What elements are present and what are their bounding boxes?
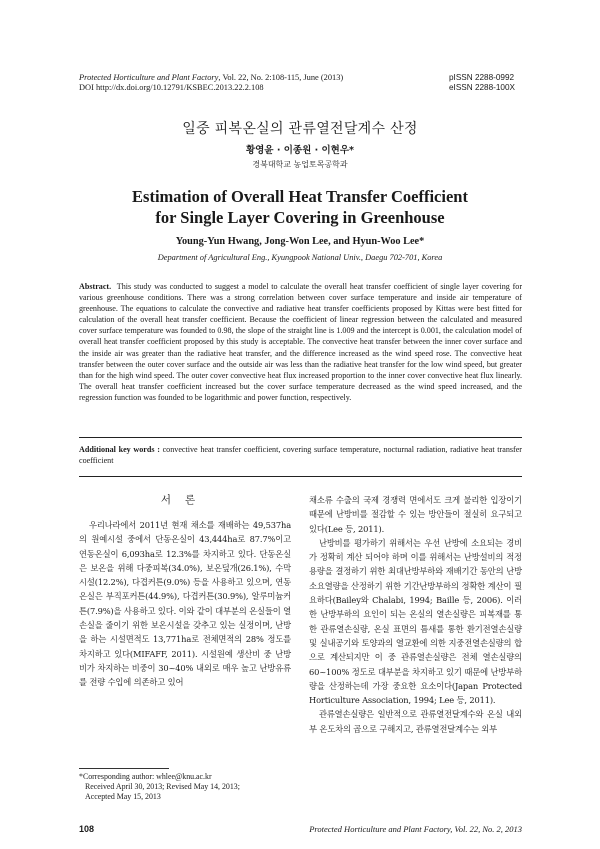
english-affiliation: Department of Agricultural Eng., Kyungpook National Univ., Daegu 702-701, Korea [157,253,443,262]
korean-affiliation: 경북대학교 농업토목공학과 [252,160,348,169]
footnote-received: Received April 30, 2013; Revised May 14, 2013; [85,782,240,791]
right-column [309,493,522,736]
footnote-accepted: Accepted May 15, 2013 [85,792,161,801]
intro-paragraph-1: 우리나라에서 2011년 현재 채소를 재배하는 49,537ha의 원예시설 중에서 단동온실이 43,444ha로 87.7%이고 연동온실이 6,093ha로 12.3%를 차지하고 있다. 단동온실은 보온을 위해 다중피복(34.0%), 보온덮개(26.1%), 수막시설(12.2%), 다겹커튼(9.0%) 등을 사용하고 있으며, 연동온실은 부직포커튼(44.9%), 다겹커튼(30.9%), 알루미늄커튼(7.9%)을 사용하고 있다. 이와 같이 대부분의 온실들이 열손실을 줄이기 위한 보온시설을 갖추고 있는 실정이며, 난방을 하는 시설면적도 13,771ha로 전체면적의 28% 정도를 차지하고 있다(MIFAFF, 2011). 시설원예 생산비 중 난방비가 차지하는 비중이 30~40% 내외로 매우 높고 난방유류를 전량 수입에 의존하고 있어 [79,520,291,688]
english-title-line1: Estimation of Overall Heat Transfer Coefficient [132,187,468,206]
doi-line: DOI http://dx.doi.org/10.12791/KSBEC.2013.22.2.108 [79,83,264,92]
citation-journal: Protected Horticulture and Plant Factory [79,73,219,82]
section-heading-introduction: 서론 [160,494,210,506]
abstract-divider [79,437,522,438]
korean-title: 일중 피복온실의 관류열전달계수 산정 [182,121,418,137]
citation-line [79,73,399,84]
intro-paragraph-4: 관류열손실량은 일반적으로 관류열전달계수와 온실 내외부 온도차의 곱으로 구해지고, 관류열전달계수는 외부 [309,709,522,734]
keywords-text: convective heat transfer coefficient, covering surface temperature, nocturnal radiation, radiative heat transfer coefficient [79,445,523,466]
keywords-label: Additional key words : [79,445,160,454]
abstract-label: Abstract. [79,282,112,291]
english-authors: Young-Yun Hwang, Jong-Won Lee, and Hyun-Woo Lee* [175,236,425,247]
footnote-corresponding: *Corresponding author: whlee@knu.ac.kr [79,772,212,781]
intro-paragraph-3: 난방비를 평가하기 위해서는 우선 난방에 소요되는 경비가 정확히 계산 되어야 하며 이를 위해서는 난방설비의 적정 용량을 결정하기 위한 최대난방부하와 재배기간 동안의 난방소요열량을 산정하기 위한 기간난방부하의 정확한 계산이 필요하다(Bailey와 Chalabi, 1994; Baille 등, 2006). 이러한 난방부하의 요인이 되는 온실의 열손실량은 피복재를 통한 관류열손실량, 온실 표면의 틈새를 통한 환기전열손실량 및 실내공기와 토양과의 열교환에 의한 지중전열손실량의 합으로 계산되지만 이 중 관류열손실량은 전체 열손실량의 60~100% 정도로 대부분을 차지하고 있기 때문에 난방부하량을 산정하는데 가장 중요한 요소이다(Japan Protected Horticulture Association, 1994; Lee 등, 2011). [309,537,522,706]
eissn: eISSN 2288-100X [449,83,515,92]
footnote-rule [79,768,169,769]
korean-authors: 황영윤 · 이종원 · 이현우* [245,145,354,156]
keywords [79,444,522,466]
citation-rest: , Vol. 22, No. 2:108-115, June (2013) [218,73,344,82]
page-number: 108 [79,824,95,834]
intro-paragraph-2-cont: 채소류 수출의 국제 경쟁력 면에서도 크게 불리한 입장이기 때문에 난방비를 절감할 수 있는 방안들이 절실히 요구되고 있다(Lee 등, 2011). [309,495,522,534]
abstract [79,281,522,403]
abstract-text: This study was conducted to suggest a model to calculate the overall heat transfer coefficient of single layer covering for various greenhouse conditions. There was a strong correlation between cover surface temperature and inside air temperature of greenhouse. The equations to calculate the convective and radiative heat transfer coefficients proposed by Kittas were best fitted for calculation of the overall heat transfer coefficient. Because the coefficient of linear regression between the calculated and measured cover surface temperature was founded to 0.98, the slope of the straight line is 1.009 and the intercept is 0.001, the calculation model of overall heat transfer coefficient proposed by this study is acceptable. The convective heat transfer between the inner cover surface and the inside air was greater than the radiative heat transfer, and the difference increased as the wind speed rose. The convective heat transfer between the outer cover surface and the outside air was less than the radiative heat transfer for the low wind speed, but greater than for the high wind speed. The outer cover convective heat flux increased proportion to the inner cover convective heat flux linearly. The overall heat transfer coefficient increased but the cover surface temperature decreased as the wind speed increased, and the regression function was founded to be logarithmic and power function, respectively. [79,282,523,402]
pissn: pISSN 2288-0992 [449,73,515,82]
left-column [79,518,291,690]
footer-journal: Protected Horticulture and Plant Factory, Vol. 22, No. 2, 2013 [309,824,522,834]
english-title-line2: for Single Layer Covering in Greenhouse [155,208,445,227]
keywords-divider [79,476,522,477]
